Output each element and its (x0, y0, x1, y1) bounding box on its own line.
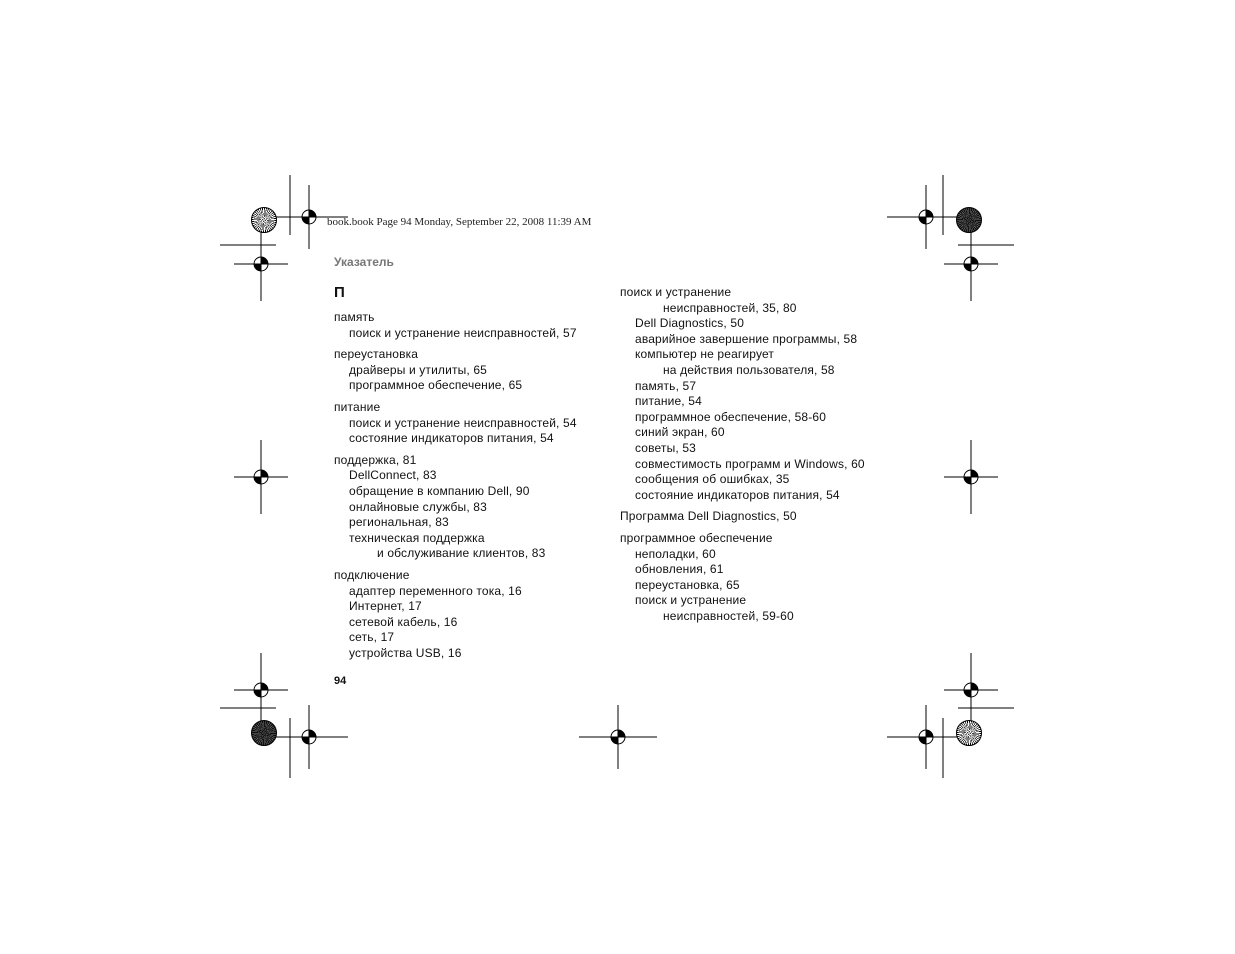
index-column-right (620, 285, 920, 630)
index-subentry: программное обеспечение, 58-60 (635, 409, 827, 424)
index-subentry: советы, 53 (635, 440, 696, 455)
index-entry (334, 347, 614, 394)
index-entry (620, 531, 920, 625)
index-subentry: компьютер не реагирует (635, 347, 775, 362)
index-subentry: обращение в компанию Dell, 90 (349, 483, 530, 498)
registration-crosshair-icon (579, 705, 657, 769)
index-subentry: состояние индикаторов питания, 54 (349, 431, 554, 446)
index-term: поддержка, 81 (334, 452, 417, 467)
index-term: питание (334, 399, 381, 414)
index-subentry: состояние индикаторов питания, 54 (635, 487, 840, 502)
index-subentry-continuation: и обслуживание клиентов, 83 (377, 546, 546, 561)
index-term: переустановка (334, 347, 419, 362)
index-subentry: поиск и устранение (635, 593, 747, 608)
index-subentry: неполадки, 60 (635, 546, 716, 561)
index-subentry: Dell Diagnostics, 50 (635, 316, 745, 331)
index-subentry-continuation: неисправностей, 59-60 (663, 608, 794, 623)
index-subentry: синий экран, 60 (635, 425, 725, 440)
registration-crosshair-icon (234, 227, 288, 301)
index-subentry: сообщения об ошибках, 35 (635, 472, 790, 487)
index-subentry: совместимость программ и Windows, 60 (635, 456, 865, 471)
index-subentry-continuation: на действия пользователя, 58 (663, 362, 835, 377)
index-entry (334, 400, 614, 447)
starburst-dial-icon (956, 207, 982, 233)
registration-crosshair-icon (270, 705, 348, 769)
registration-crosshair-icon (887, 705, 965, 769)
index-subentry: обновления, 61 (635, 562, 724, 577)
starburst-dial-icon (956, 720, 982, 746)
index-term: Программа Dell Diagnostics, 50 (620, 509, 797, 524)
starburst-dial-icon (251, 207, 277, 233)
index-entry (334, 453, 614, 562)
registration-crosshair-icon (944, 440, 998, 514)
index-subentry: память, 57 (635, 378, 697, 393)
index-subentry: адаптер переменного тока, 16 (349, 583, 522, 598)
index-subentry: драйверы и утилиты, 65 (349, 362, 487, 377)
index-entry (620, 509, 920, 525)
index-term: поиск и устранение (620, 285, 732, 299)
index-subentry: поиск и устранение неисправностей, 54 (349, 415, 577, 430)
index-term-continuation: неисправностей, 35, 80 (663, 300, 797, 315)
index-subentry: Интернет, 17 (349, 599, 422, 614)
index-subentry: переустановка, 65 (635, 577, 740, 592)
index-subentry: аварийное завершение программы, 58 (635, 331, 858, 346)
index-subentry: онлайновые службы, 83 (349, 499, 487, 514)
index-section-letter: П (334, 284, 345, 301)
index-subentry: сетевой кабель, 16 (349, 614, 458, 629)
index-subentry: сеть, 17 (349, 630, 395, 645)
registration-crosshair-icon (234, 440, 288, 514)
index-subentry: программное обеспечение, 65 (349, 378, 523, 393)
registration-crosshair-icon (944, 227, 998, 301)
index-subentry: DellConnect, 83 (349, 468, 437, 483)
running-header: Указатель (334, 255, 394, 269)
print-slug: book.book Page 94 Monday, September 22, 2008 11:39 AM (327, 216, 592, 228)
index-entry (620, 285, 920, 503)
index-entry (334, 568, 614, 662)
index-subentry: региональная, 83 (349, 515, 449, 530)
index-subentry: техническая поддержка (349, 530, 485, 545)
index-term: подключение (334, 567, 410, 582)
index-column-left (334, 310, 614, 667)
index-entry (334, 310, 614, 341)
index-subentry: устройства USB, 16 (349, 645, 462, 660)
page-number: 94 (334, 675, 347, 687)
starburst-dial-icon (251, 720, 277, 746)
index-subentry: поиск и устранение неисправностей, 57 (349, 325, 577, 340)
index-term: программное обеспечение (620, 530, 773, 545)
index-subentry: питание, 54 (635, 394, 702, 409)
index-term: память (334, 310, 375, 324)
